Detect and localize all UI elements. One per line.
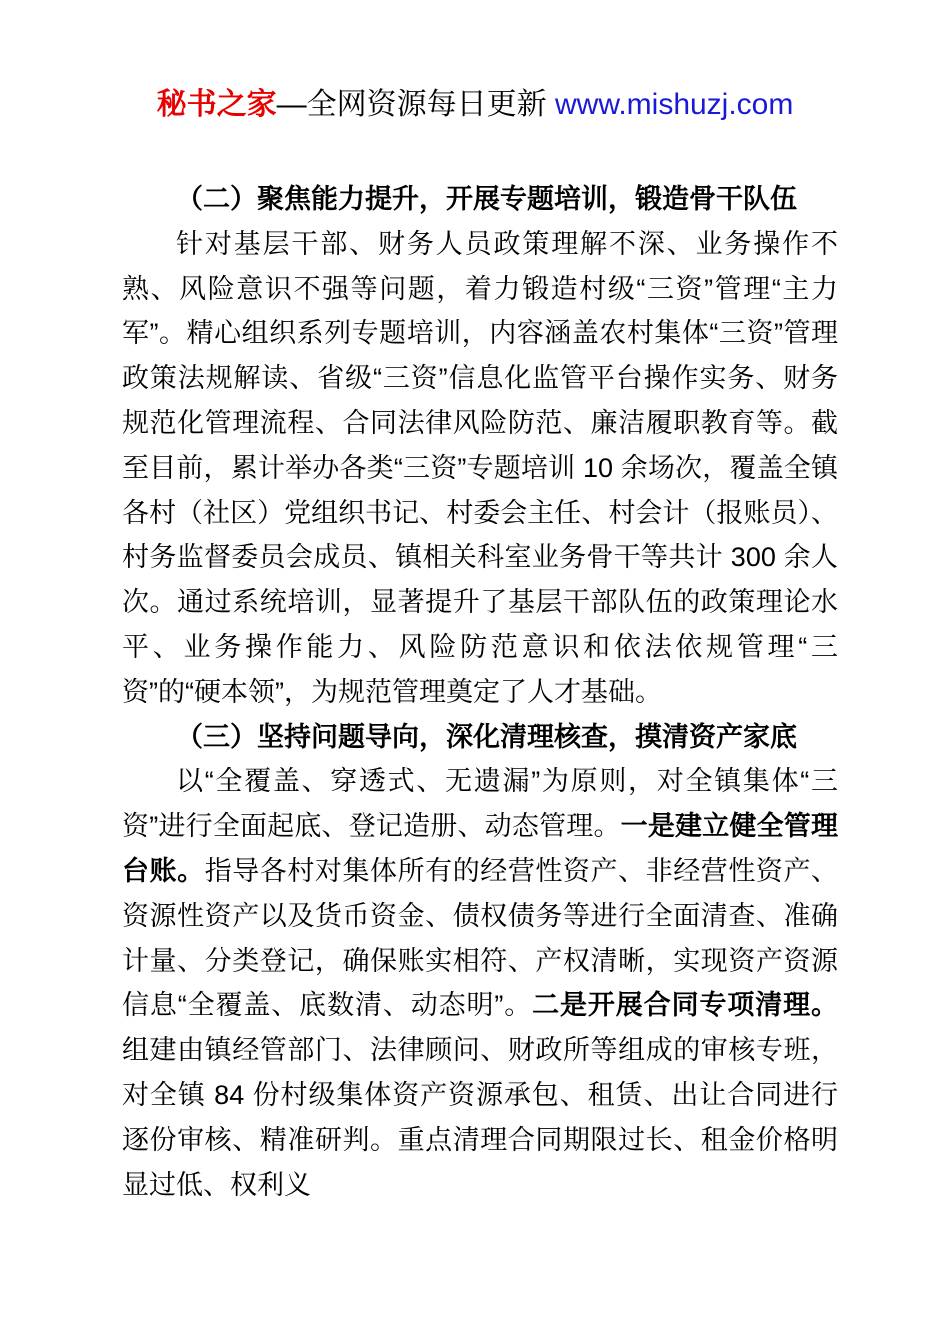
- section-3-run-2-bold: 一是建立健全管理台账。: [122, 811, 839, 886]
- section-3-run-1: 以“全覆盖、穿透式、无遗漏”为原则，对全镇集体“三资”进行全面起底、登记造册、动态管理。: [122, 766, 838, 842]
- section-2-heading: （二）聚焦能力提升，开展专题培训，锻造骨干队伍: [176, 184, 797, 214]
- section-3-run-3: 指导各村对集体所有的经营性资产、非经营性资产、资源性资产以及货币资金、债权债务等进行全面清查、准确计量、分类登记，确保账实相符、产权清晰，实现资产资源信息“全覆盖、底数清、动态明”。: [122, 855, 839, 1021]
- section-3-run-5: 组建由镇经管部门、法律顾问、财政所等组成的审核专班，对全镇 84 份村级集体资产资源承包、租赁、出让合同进行逐份审核、精准研判。重点清理合同期限过长、租金价格明显过低、权利义: [122, 1035, 838, 1200]
- section-3-run-4-bold: 二是开展合同专项清理。: [532, 990, 839, 1021]
- site-url-link[interactable]: www.mishuzj.com: [554, 88, 794, 121]
- document-body: [122, 177, 838, 1207]
- section-3-heading: （三）坚持问题导向，深化清理核查，摸清资产家底: [176, 721, 797, 752]
- section-3-paragraph: [122, 759, 838, 1207]
- section-2-paragraph: 针对基层干部、财务人员政策理解不深、业务操作不熟、风险意识不强等问题，着力锻造村级“三资”管理“主力军”。精心组织系列专题培训，内容涵盖农村集体“三资”管理政策法规解读、省级“三资”信息化监管平台操作实务、财务规范化管理流程、合同法律风险防范、廉洁履职教育等。截至目前，累计举办各类“三资”专题培训 10 余场次，覆盖全镇各村（社区）党组织书记、村委会主任、村会计（报账员）、村务监督委员会成员、镇相关科室业务骨干等共计 300 余人次。通过系统培训，显著提升了基层干部队伍的政策理论水平、业务操作能力、风险防范意识和依法依规管理“三资”的“硬本领”，为规范管理奠定了人才基础。: [122, 228, 838, 707]
- site-header: [0, 88, 950, 122]
- site-tagline: —全网资源每日更新: [276, 88, 555, 121]
- brand-name: 秘书之家: [156, 88, 277, 121]
